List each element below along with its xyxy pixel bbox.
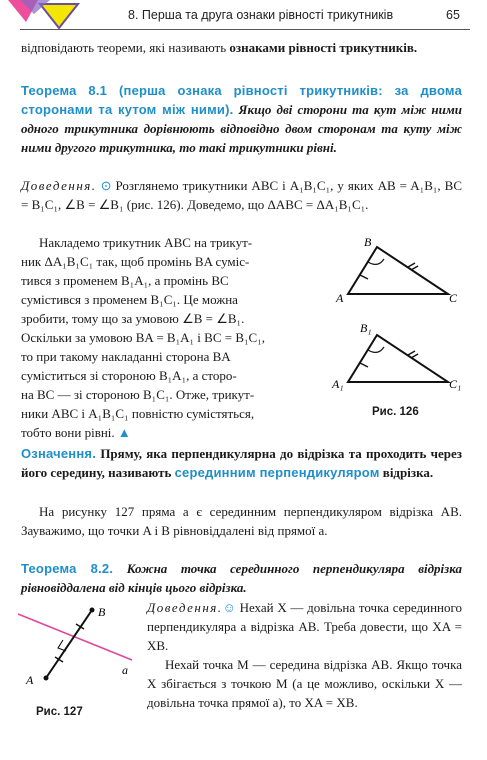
segment-AB bbox=[46, 610, 92, 678]
proof-start-smile-icon: ☺ bbox=[222, 600, 236, 615]
label-A: A bbox=[336, 291, 344, 305]
theorem-8-2 bbox=[21, 559, 462, 597]
proof-8-1-body: Накладемо трикутник ABC на трикут- ник ΔA₁B₁C₁ так, щоб промінь BA суміс- тився з променем B₁A₁, а промінь BC сумістився з променем B₁C₁. Це можна зробити, тому що за умовою ∠B = ∠B₁. Оскільки за умовою BA = B₁A₁ і BC = B₁C₁, то при такому накладанні сторона BA суміститься зі стороною B₁A₁, а сторо- на BC — зі стороною B₁C₁. Отже, трикут- ники ABC і A₁B₁C₁ повністю сумістяться, тобто вони рівні. ▲ bbox=[21, 235, 265, 440]
label-C: C bbox=[449, 291, 458, 305]
label-A1: A₁ bbox=[332, 377, 344, 391]
proof-8-2: Доведення.☺ Нехай X — довільна точка серединного перпендикуляра a відрізка AB. Треба довести, що XA = XB. Нехай точка M — середина відрізка AB. Якщо точка X збігається з точкою M (а це можливо, оскільки X — довільна точка прямої a), то XA = XB. bbox=[147, 600, 462, 710]
triangle-a1b1c1 bbox=[348, 335, 448, 382]
label-A-127: A bbox=[26, 673, 34, 687]
corner-decoration-icon bbox=[0, 0, 90, 30]
perpendicular-line-a bbox=[18, 614, 132, 660]
term-perpendicular-bisector: серединним перпендикуляром bbox=[174, 465, 380, 480]
figure-127-caption: Рис. 127 bbox=[36, 706, 83, 718]
theorem-8-2-title: Теорема 8.2. bbox=[21, 561, 114, 576]
theorem-8-1-body: Якщо дві сторони та кут між ними одного трикутника дорівнюють відповідно двом сторонам та куту між ними другого трикутника, то такі трикутники рівні. bbox=[21, 102, 462, 155]
definition-perpendicular-bisector: Означення. Пряму, яка перпендикулярна до відрізка та проходить через його середину, називають серединним перпендикуляром відрізка. bbox=[21, 446, 463, 480]
header-divider bbox=[20, 29, 470, 30]
figure-127 bbox=[14, 602, 140, 692]
label-a-127: a bbox=[122, 663, 128, 677]
page-number: 65 bbox=[446, 8, 460, 22]
intro-paragraph: відповідають теореми, які називають ознаками рівності трикутників. bbox=[21, 40, 418, 55]
theorem-8-2-body: Кожна точка серединного перпендикуляра відрізка рівновіддалена від кінців цього відрізка. bbox=[21, 561, 463, 595]
proof-8-1-intro: Доведення. ⊙ Розглянемо трикутники ABC і A₁B₁C₁, у яких AB = A₁B₁, BC = B₁C₁, ∠B = ∠B₁ (рис. 126). Доведемо, що ΔABC = ΔA₁B₁C₁. bbox=[21, 178, 463, 212]
theorem-8-1 bbox=[21, 81, 462, 157]
figure-126-caption: Рис. 126 bbox=[372, 406, 419, 418]
label-B: B bbox=[364, 235, 372, 249]
paragraph-figure-127: На рисунку 127 пряма a є серединним перпендикуляром відрізка AB. Зауважимо, що точки A і B рівновіддалені від прямої a. bbox=[21, 504, 462, 538]
theorem-8-1-title: Теорема 8.1 (перша ознака рівності трикутників: за двома сторонами та кутом між ними). bbox=[21, 83, 462, 117]
running-header-title: 8. Перша та друга ознаки рівності трикутників bbox=[128, 8, 394, 22]
label-B-127: B bbox=[98, 605, 106, 619]
label-C1: C₁ bbox=[449, 377, 462, 391]
proof-end-icon: ▲ bbox=[117, 425, 131, 440]
triangle-abc bbox=[348, 247, 448, 294]
label-B1: B₁ bbox=[360, 321, 372, 335]
figure-126 bbox=[330, 232, 470, 402]
proof-start-icon: ⊙ bbox=[100, 178, 112, 193]
